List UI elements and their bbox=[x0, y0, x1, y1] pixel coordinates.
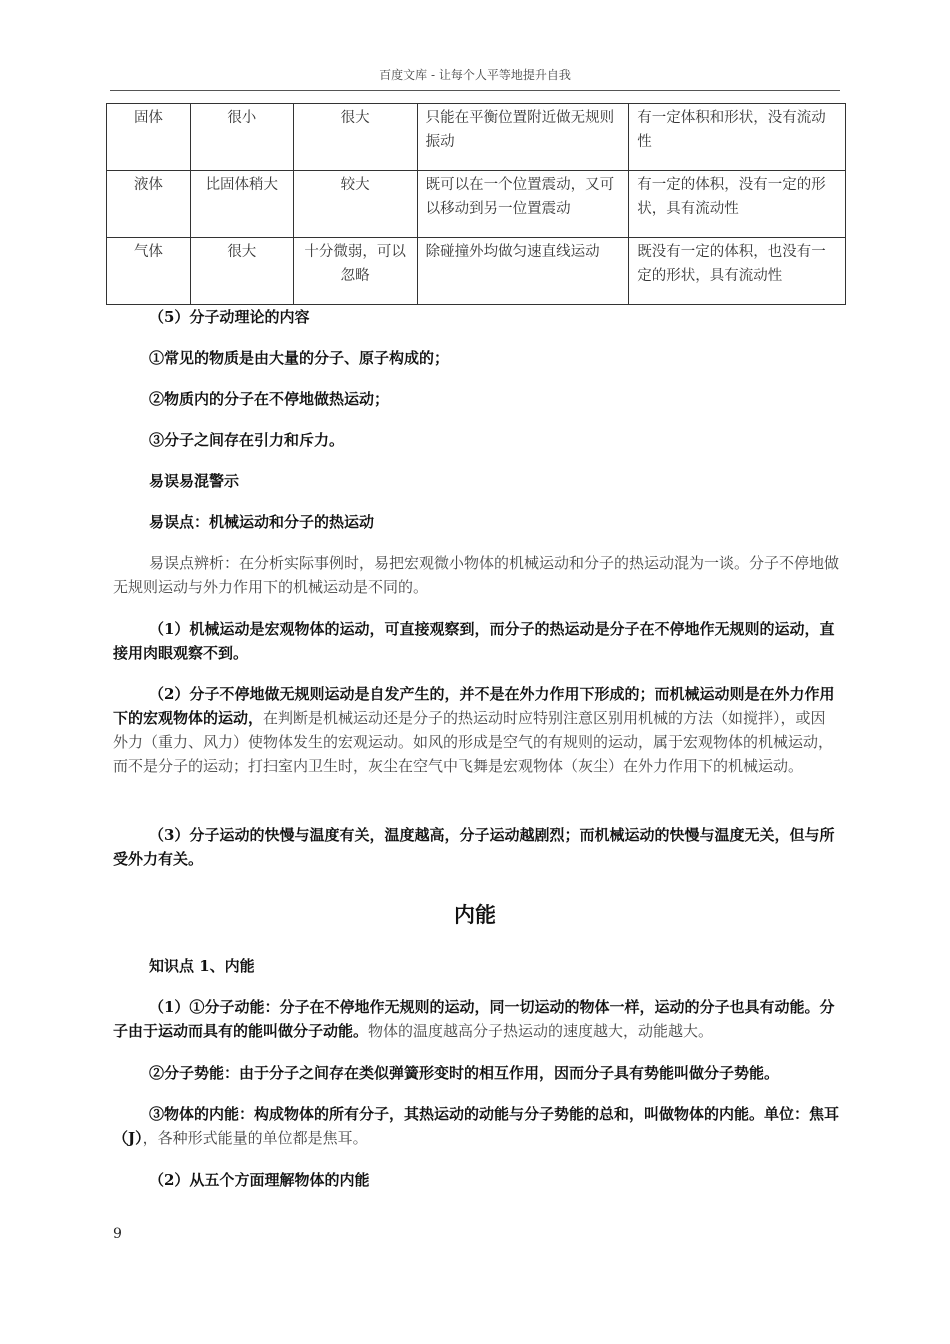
table-cell: 有一定的体积，没有一定的形状，具有流动性 bbox=[629, 171, 846, 238]
list-item: ②物质内的分子在不停地做热运动； bbox=[149, 390, 390, 408]
table-cell: 固体 bbox=[107, 104, 191, 171]
table-cell: 十分微弱，可以忽略 bbox=[293, 238, 417, 305]
table-cell: 除碰撞外均做匀速直线运动 bbox=[417, 238, 629, 305]
table-row bbox=[107, 171, 846, 238]
table-cell: 比固体稍大 bbox=[190, 171, 293, 238]
page-number: 9 bbox=[113, 1226, 122, 1242]
table-cell: 较大 bbox=[293, 171, 417, 238]
table-cell: 很大 bbox=[293, 104, 417, 171]
list-item: ①常见的物质是由大量的分子、原子构成的； bbox=[149, 349, 450, 367]
table-cell: 气体 bbox=[107, 238, 191, 305]
section-heading: （5）分子动理论的内容 bbox=[149, 308, 310, 326]
normal-text: ，各种形式能量的单位都是焦耳。 bbox=[142, 1129, 368, 1147]
paragraph bbox=[113, 682, 839, 778]
paragraph: ②分子势能：由于分子之间存在类似弹簧形变时的相互作用，因而分子具有势能叫做分子势能。 bbox=[149, 1064, 780, 1082]
point-title: 易误点：机械运动和分子的热运动 bbox=[149, 513, 375, 531]
table-cell: 很小 bbox=[190, 104, 293, 171]
page-header: 百度文库 - 让每个人平等地提升自我 bbox=[379, 68, 571, 82]
table-row bbox=[107, 104, 846, 171]
bold-text: ③物体的内能：构成物体的所有分子，其热运动的动能与分子势能的总和，叫做物体的内能。单位：焦耳（J） bbox=[113, 1105, 840, 1147]
table-row bbox=[107, 238, 846, 305]
table-cell: 有一定体积和形状，没有流动性 bbox=[629, 104, 846, 171]
section-heading: （2）从五个方面理解物体的内能 bbox=[149, 1171, 370, 1189]
table-cell: 既可以在一个位置震动，又可以移动到另一位置震动 bbox=[417, 171, 629, 238]
header-divider bbox=[110, 90, 840, 91]
section-title: 内能 bbox=[454, 902, 496, 927]
table-cell: 液体 bbox=[107, 171, 191, 238]
paragraph bbox=[113, 1102, 839, 1150]
list-item: ③分子之间存在引力和斥力。 bbox=[149, 431, 345, 449]
table-cell: 既没有一定的体积，也没有一定的形状，具有流动性 bbox=[629, 238, 846, 305]
paragraph: （1）机械运动是宏观物体的运动，可直接观察到，而分子的热运动是分子在不停地作无规则的运动，直接用肉眼观察不到。 bbox=[113, 620, 835, 662]
paragraph: 易误点辨析：在分析实际事例时，易把宏观微小物体的机械运动和分子的热运动混为一谈。分子不停地做无规则运动与外力作用下的机械运动是不同的。 bbox=[113, 554, 840, 596]
knowledge-point: 知识点 1、内能 bbox=[149, 957, 255, 975]
bold-text: （2）分子不停地做无规则运动是自发产生的，并不是在外力作用下形成的；而机械运动则是在外力作用下的宏观物体的运动， bbox=[113, 685, 835, 727]
section-heading: 易误易混警示 bbox=[149, 472, 240, 490]
paragraph bbox=[113, 995, 839, 1043]
states-of-matter-table bbox=[106, 103, 846, 305]
normal-text: 物体的温度越高分子热运动的速度越大，动能越大。 bbox=[368, 1022, 714, 1040]
paragraph: （3）分子运动的快慢与温度有关，温度越高，分子运动越剧烈；而机械运动的快慢与温度无关，但与所受外力有关。 bbox=[113, 826, 835, 868]
table-cell: 只能在平衡位置附近做无规则振动 bbox=[417, 104, 629, 171]
table-cell: 很大 bbox=[190, 238, 293, 305]
bold-text: （1）①分子动能：分子在不停地作无规则的运动，同一切运动的物体一样，运动的分子也具有动能。分子由于运动而具有的能叫做分子动能。 bbox=[113, 998, 835, 1040]
normal-text: 在判断是机械运动还是分子的热运动时应特别注意区别用机械的方法（如搅拌），或因外力（重力、风力）使物体发生的宏观运动。如风的形成是空气的有规则的运动，属于宏观物体的机械运动，而不是分子的运动；打扫室内卫生时，灰尘在空气中飞舞是宏观物体（灰尘）在外力作用下的机械运动。 bbox=[113, 709, 834, 775]
